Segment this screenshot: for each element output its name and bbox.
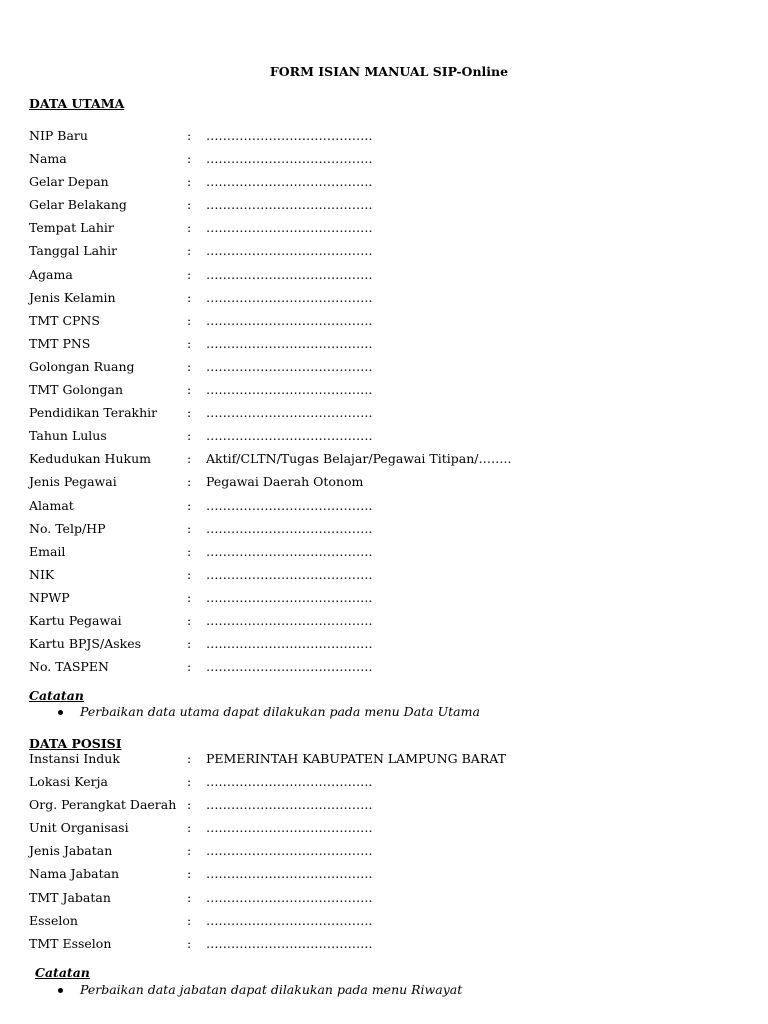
field-label: Tahun Lulus: [29, 428, 107, 444]
field-value: ………………………………….: [206, 543, 373, 559]
field-label: Instansi Induk: [29, 751, 120, 766]
note-item-data-utama: Perbaikan data utama dapat dilakukan pada menu Data Utama: [80, 704, 480, 719]
field-value: ………………………………….: [206, 636, 373, 652]
field-separator: :: [187, 128, 192, 143]
form-row: [0, 267, 768, 290]
field-value: ………………………………….: [206, 935, 373, 951]
field-value: ………………………………….: [206, 659, 373, 675]
form-row: [0, 843, 768, 866]
field-separator: :: [187, 866, 192, 882]
field-value: ………………………………….: [206, 428, 373, 444]
field-label: Agama: [29, 266, 73, 282]
field-value: ………………………………….: [206, 266, 373, 282]
section-heading-data-utama: DATA UTAMA: [29, 96, 125, 111]
field-value: ………………………………….: [206, 220, 373, 236]
field-value: ………………………………….: [206, 312, 373, 328]
field-label: Kartu Pegawai: [29, 612, 122, 628]
field-separator: :: [187, 197, 192, 213]
field-value: ………………………………….: [206, 128, 373, 143]
field-label: Jenis Jabatan: [29, 843, 113, 859]
form-row: [0, 544, 768, 567]
field-label: TMT Golongan: [29, 382, 124, 398]
field-separator: :: [187, 405, 192, 421]
field-label: Jenis Pegawai: [29, 474, 117, 490]
field-separator: :: [187, 335, 192, 351]
field-separator: :: [187, 566, 192, 582]
field-value: ………………………………….: [206, 243, 373, 259]
field-separator: :: [187, 797, 192, 813]
form-row: [0, 866, 768, 889]
form-row: [0, 498, 768, 521]
field-value: ………………………………….: [206, 843, 373, 859]
field-separator: :: [187, 358, 192, 374]
field-label: No. Telp/HP: [29, 520, 106, 536]
field-value: ………………………………….: [206, 497, 373, 513]
field-label: Kartu BPJS/Askes: [29, 636, 142, 652]
field-label: NIP Baru: [29, 128, 88, 143]
form-row: [0, 313, 768, 336]
form-row: [0, 451, 768, 474]
form-row: [0, 290, 768, 313]
form-row: [0, 890, 768, 913]
field-value: PEMERINTAH KABUPATEN LAMPUNG BARAT: [206, 751, 506, 766]
form-row: [0, 820, 768, 843]
form-row: [0, 174, 768, 197]
field-separator: :: [187, 451, 192, 467]
field-value: ………………………………….: [206, 797, 373, 813]
data-utama-rows: [0, 128, 768, 682]
field-label: Golongan Ruang: [29, 358, 135, 374]
bullet-icon: [58, 710, 63, 715]
form-row: [0, 220, 768, 243]
field-label: TMT Esselon: [29, 935, 112, 951]
field-separator: :: [187, 659, 192, 675]
field-value: ………………………………….: [206, 774, 373, 790]
field-label: Org. Perangkat Daerah: [29, 797, 177, 813]
field-separator: :: [187, 774, 192, 790]
field-label: Lokasi Kerja: [29, 774, 108, 790]
field-separator: :: [187, 151, 192, 167]
field-value: ………………………………….: [206, 866, 373, 882]
form-row: [0, 590, 768, 613]
field-separator: :: [187, 636, 192, 652]
field-label: Alamat: [29, 497, 74, 513]
field-label: Jenis Kelamin: [29, 289, 116, 305]
field-value: ………………………………….: [206, 335, 373, 351]
field-value: ………………………………….: [206, 912, 373, 928]
field-separator: :: [187, 543, 192, 559]
note-title-data-utama: Catatan: [29, 688, 84, 703]
field-value: ………………………………….: [206, 889, 373, 905]
field-separator: :: [187, 428, 192, 444]
form-row: [0, 359, 768, 382]
field-value: Aktif/CLTN/Tugas Belajar/Pegawai Titipan/……..: [206, 451, 512, 467]
field-label: Email: [29, 543, 66, 559]
field-separator: :: [187, 589, 192, 605]
form-row: [0, 613, 768, 636]
field-label: Tempat Lahir: [29, 220, 114, 236]
field-label: No. TASPEN: [29, 659, 109, 675]
field-value: ………………………………….: [206, 358, 373, 374]
form-row: [0, 128, 768, 151]
field-separator: :: [187, 266, 192, 282]
field-separator: :: [187, 474, 192, 490]
field-value: ………………………………….: [206, 820, 373, 836]
field-label: NPWP: [29, 589, 70, 605]
form-row: [0, 774, 768, 797]
form-row: [0, 151, 768, 174]
bullet-icon: [58, 988, 63, 993]
field-value: ………………………………….: [206, 151, 373, 167]
form-row: [0, 913, 768, 936]
form-row: [0, 197, 768, 220]
form-row: [0, 659, 768, 682]
note-item-data-posisi: Perbaikan data jabatan dapat dilakukan pada menu Riwayat: [80, 982, 463, 997]
form-row: [0, 243, 768, 266]
field-separator: :: [187, 520, 192, 536]
field-value: ………………………………….: [206, 589, 373, 605]
field-value: ………………………………….: [206, 382, 373, 398]
field-value: ………………………………….: [206, 612, 373, 628]
form-row: [0, 797, 768, 820]
form-row: [0, 382, 768, 405]
document-title: FORM ISIAN MANUAL SIP-Online: [269, 64, 509, 79]
field-label: TMT Jabatan: [29, 889, 111, 905]
field-value: Pegawai Daerah Otonom: [206, 474, 364, 490]
field-separator: :: [187, 497, 192, 513]
field-label: Nama Jabatan: [29, 866, 120, 882]
field-separator: :: [187, 174, 192, 190]
field-separator: :: [187, 820, 192, 836]
field-separator: :: [187, 912, 192, 928]
field-label: TMT PNS: [29, 335, 91, 351]
field-label: Unit Organisasi: [29, 820, 129, 836]
form-row: [0, 405, 768, 428]
field-label: Gelar Belakang: [29, 197, 127, 213]
field-separator: :: [187, 889, 192, 905]
field-label: Tanggal Lahir: [29, 243, 118, 259]
field-label: Kedudukan Hukum: [29, 451, 151, 467]
field-label: TMT CPNS: [29, 312, 100, 328]
field-label: Esselon: [29, 912, 78, 928]
field-value: ………………………………….: [206, 566, 373, 582]
form-row: [0, 474, 768, 497]
field-value: ………………………………….: [206, 174, 373, 190]
field-value: ………………………………….: [206, 405, 373, 421]
field-value: ………………………………….: [206, 520, 373, 536]
field-label: Nama: [29, 151, 67, 167]
form-row: [0, 751, 768, 774]
field-value: ………………………………….: [206, 289, 373, 305]
field-separator: :: [187, 935, 192, 951]
data-posisi-rows: [0, 751, 768, 959]
form-row: [0, 521, 768, 544]
form-row: [0, 567, 768, 590]
form-row: [0, 428, 768, 451]
field-label: Gelar Depan: [29, 174, 109, 190]
form-row: [0, 636, 768, 659]
field-separator: :: [187, 243, 192, 259]
form-row: [0, 336, 768, 359]
field-separator: :: [187, 312, 192, 328]
field-separator: :: [187, 220, 192, 236]
form-row: [0, 936, 768, 959]
field-label: NIK: [29, 566, 55, 582]
note-title-data-posisi: Catatan: [35, 965, 90, 980]
field-value: ………………………………….: [206, 197, 373, 213]
field-label: Pendidikan Terakhir: [29, 405, 158, 421]
field-separator: :: [187, 382, 192, 398]
field-separator: :: [187, 289, 192, 305]
field-separator: :: [187, 751, 192, 766]
section-heading-data-posisi: DATA POSISI: [29, 736, 122, 751]
field-separator: :: [187, 612, 192, 628]
field-separator: :: [187, 843, 192, 859]
